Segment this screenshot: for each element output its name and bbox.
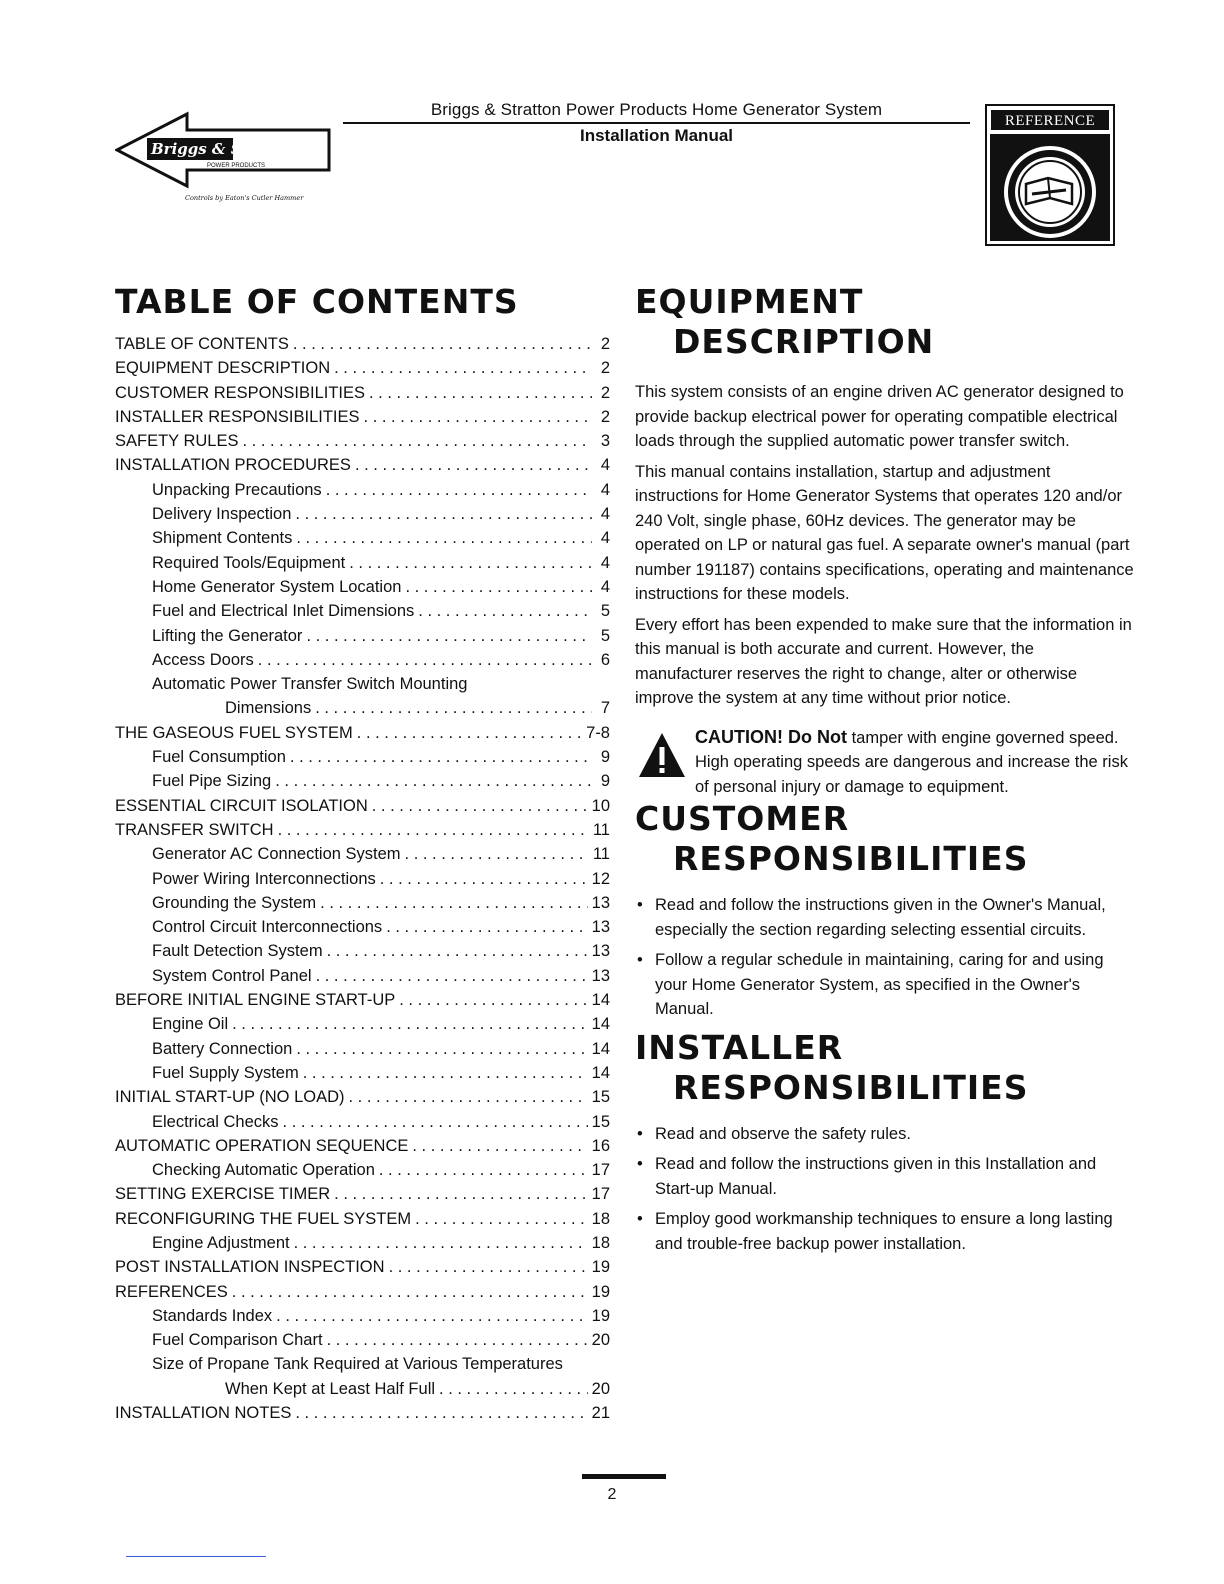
toc-entry (115, 915, 610, 939)
logo-brand-text: Briggs & Stratton (151, 140, 301, 158)
toc-leader-dots (380, 867, 588, 891)
toc-leader-dots (295, 502, 592, 526)
toc-entry-page: 2 (600, 407, 610, 426)
toc-entry-title: Generator AC Connection System (152, 845, 401, 864)
toc-entry (115, 332, 610, 356)
toc-entry (115, 1134, 610, 1158)
toc-entry-page: 14 (591, 991, 610, 1010)
toc-entry-title: Fuel Comparison Chart (152, 1331, 323, 1350)
toc-leader-dots (334, 1182, 587, 1206)
toc-leader-dots (364, 405, 592, 429)
toc-entry (115, 1280, 610, 1304)
toc-entry-page: 13 (591, 918, 610, 937)
toc-entry (115, 769, 610, 793)
toc-entry (115, 1255, 610, 1279)
toc-entry-page: 19 (591, 1282, 610, 1301)
toc-entry-title: INSTALLATION PROCEDURES (115, 456, 351, 475)
toc-leader-dots (242, 429, 592, 453)
toc-entry-title: RECONFIGURING THE FUEL SYSTEM (115, 1209, 412, 1228)
toc-entry (115, 891, 610, 915)
toc-entry-page: 15 (591, 1088, 610, 1107)
logo-sub-text: POWER PRODUCTS (207, 163, 266, 169)
toc-entry (115, 1085, 610, 1109)
toc-entry (115, 1061, 610, 1085)
list-item: • Employ good workmanship techniques to ensure a long lasting and trouble-free backup power installation. (635, 1207, 1135, 1256)
caution-text: tamper with engine governed speed. High operating speeds are dangerous and increase the risk of personal injury or damage to equipment. (695, 728, 1128, 796)
toc-leader-dots (349, 1085, 588, 1109)
customer-heading-line1: CUSTOMER (635, 799, 850, 838)
toc-leader-dots (405, 842, 589, 866)
toc-entry-title: Engine Oil (152, 1015, 229, 1034)
toc-list (115, 332, 610, 1425)
toc-entry-title: TABLE OF CONTENTS (115, 335, 289, 353)
equipment-paragraph: This system consists of an engine driven AC generator designed to provide backup electrical power for operating compatible electrical loads through the supplied automatic power transfer switch. (635, 383, 1124, 450)
equipment-heading-line1: EQUIPMENT (635, 282, 864, 321)
toc-entry-title: REFERENCES (115, 1282, 228, 1301)
equipment-heading (635, 282, 1135, 362)
page-number-bar (582, 1474, 666, 1479)
toc-entry-title: SAFETY RULES (115, 432, 239, 451)
toc-entry (115, 356, 610, 380)
toc-entry-page: 14 (591, 1063, 610, 1082)
toc-leader-dots (276, 1304, 587, 1328)
toc-entry-page: 14 (591, 1039, 610, 1058)
toc-entry-page: 13 (591, 942, 610, 961)
toc-entry-page: 2 (600, 359, 610, 378)
toc-entry-title: Fuel Consumption (152, 748, 286, 767)
list-item: • Follow a regular schedule in maintaining, caring for and using your Home Generator System, as specified in the Owner's Manual. (635, 948, 1135, 1022)
toc-entry-page: 20 (591, 1331, 610, 1350)
toc-entry-page: 19 (591, 1258, 610, 1277)
toc-entry-title: Control Circuit Interconnections (152, 918, 383, 937)
toc-entry-title: Access Doors (152, 650, 254, 669)
toc-entry-page: 5 (600, 602, 610, 621)
toc-entry-page: 17 (591, 1185, 610, 1204)
toc-entry (115, 624, 610, 648)
toc-entry (115, 1377, 610, 1401)
toc-entry-page: 18 (591, 1233, 610, 1252)
toc-leader-dots (379, 1158, 588, 1182)
toc-leader-dots (295, 1401, 587, 1425)
toc-entry-title: Standards Index (152, 1306, 273, 1325)
book-icon (1000, 144, 1100, 240)
toc-entry (115, 988, 610, 1012)
toc-leader-dots (372, 794, 588, 818)
toc-leader-dots (369, 381, 592, 405)
toc-entry-page: 9 (600, 772, 610, 791)
reference-badge (985, 104, 1115, 246)
toc-entry (115, 842, 610, 866)
toc-entry-title: Size of Propane Tank Required at Various Temperatures (152, 1355, 563, 1374)
toc-leader-dots (294, 1231, 588, 1255)
equipment-paragraph: This manual contains installation, startup and adjustment instructions for Home Generator Systems that operates 120 and/or 240 Volt, single phase, 60Hz devices. The generator may be operated on LP or natural gas fuel. A separate owner's manual (part number 191187) contains specifications, operating and maintenance instructions for these models. (635, 462, 1134, 603)
toc-entry-page: 4 (600, 456, 610, 475)
caution-notice (635, 725, 1135, 800)
toc-entry (115, 1328, 610, 1352)
equipment-heading-line2: DESCRIPTION (673, 322, 935, 361)
toc-leader-dots (415, 1207, 588, 1231)
toc-entry-page: 11 (592, 820, 610, 839)
toc-entry (115, 672, 610, 696)
toc-leader-dots (320, 891, 587, 915)
toc-leader-dots (275, 769, 592, 793)
toc-entry-page: 15 (591, 1112, 610, 1131)
toc-leader-dots (258, 648, 592, 672)
customer-heading (635, 799, 1135, 879)
toc-entry-page: 18 (591, 1209, 610, 1228)
toc-entry (115, 429, 610, 453)
toc-entry-page: 7-8 (586, 723, 610, 742)
toc-column (115, 282, 610, 1425)
warning-triangle-icon (637, 731, 687, 779)
toc-entry (115, 453, 610, 477)
toc-entry-page: 2 (600, 383, 610, 402)
list-item: • Read and observe the safety rules. (635, 1122, 1135, 1147)
toc-leader-dots (389, 1255, 588, 1279)
toc-entry-title: Fuel and Electrical Inlet Dimensions (152, 602, 415, 621)
logo-diamond-icon (115, 110, 345, 210)
toc-entry (115, 964, 610, 988)
toc-leader-dots (290, 745, 592, 769)
header-subtitle: Installation Manual (579, 126, 734, 145)
toc-entry (115, 794, 610, 818)
installer-bullet-list (635, 1122, 1135, 1257)
toc-entry-title: INITIAL START-UP (NO LOAD) (115, 1088, 345, 1107)
toc-entry-page: 12 (591, 869, 610, 888)
page-number: 2 (607, 1486, 617, 1503)
toc-entry (115, 551, 610, 575)
toc-entry (115, 1037, 610, 1061)
toc-leader-dots (232, 1012, 588, 1036)
toc-entry (115, 1158, 610, 1182)
toc-entry (115, 696, 610, 720)
toc-entry-page: 6 (600, 650, 610, 669)
toc-entry (115, 478, 610, 502)
toc-leader-dots (296, 526, 592, 550)
list-item: • Read and follow the instructions given in the Owner's Manual, especially the section regarding selecting essential circuits. (635, 893, 1135, 942)
toc-entry-title: POST INSTALLATION INSPECTION (115, 1258, 385, 1277)
bottom-rule (126, 1556, 266, 1557)
toc-leader-dots (296, 1037, 587, 1061)
toc-entry-page: 4 (600, 553, 610, 572)
toc-entry-title: EQUIPMENT DESCRIPTION (115, 359, 331, 378)
toc-entry (115, 575, 610, 599)
toc-leader-dots (418, 599, 592, 623)
header-rule (343, 122, 970, 124)
toc-entry (115, 381, 610, 405)
toc-entry (115, 502, 610, 526)
toc-entry-title: Dimensions (225, 699, 312, 718)
caution-label: CAUTION! Do Not (695, 726, 847, 747)
toc-entry (115, 648, 610, 672)
toc-leader-dots (334, 356, 592, 380)
toc-entry (115, 1231, 610, 1255)
toc-leader-dots (278, 818, 589, 842)
toc-entry-title: Delivery Inspection (152, 505, 292, 524)
toc-entry-title: Automatic Power Transfer Switch Mounting (152, 675, 468, 694)
toc-leader-dots (306, 624, 592, 648)
content-column (635, 282, 1135, 1262)
toc-entry (115, 526, 610, 550)
toc-leader-dots (349, 551, 592, 575)
toc-entry-title: Required Tools/Equipment (152, 553, 346, 572)
header-title: Briggs & Stratton Power Products Home Generator System (430, 100, 883, 119)
toc-entry (115, 1182, 610, 1206)
toc-entry-page: 2 (600, 335, 610, 353)
toc-leader-dots (315, 696, 592, 720)
toc-entry (115, 939, 610, 963)
toc-entry-page: 14 (591, 1015, 610, 1034)
toc-entry-page: 20 (591, 1379, 610, 1398)
toc-leader-dots (405, 575, 592, 599)
toc-entry-page: 13 (591, 893, 610, 912)
list-item: • Read and follow the instructions given in this Installation and Start-up Manual. (635, 1152, 1135, 1201)
toc-leader-dots (232, 1280, 588, 1304)
toc-entry-page: 5 (600, 626, 610, 645)
installer-heading (635, 1028, 1135, 1108)
toc-entry-page: 7 (600, 699, 610, 718)
briggs-stratton-logo (115, 110, 345, 210)
toc-entry-title: Fuel Pipe Sizing (152, 772, 272, 791)
toc-entry-page: 4 (600, 505, 610, 524)
toc-entry-title: Fuel Supply System (152, 1063, 299, 1082)
toc-entry-page: 4 (600, 529, 610, 548)
toc-entry-title: BEFORE INITIAL ENGINE START-UP (115, 991, 396, 1010)
toc-entry (115, 1401, 610, 1425)
installer-heading-line1: INSTALLER (635, 1027, 844, 1067)
toc-leader-dots (327, 1328, 588, 1352)
toc-leader-dots (355, 453, 592, 477)
toc-entry-page: 9 (600, 748, 610, 767)
toc-leader-dots (386, 915, 587, 939)
toc-entry (115, 1012, 610, 1036)
toc-leader-dots (316, 964, 588, 988)
toc-entry (115, 867, 610, 891)
customer-heading-line2: RESPONSIBILITIES (673, 839, 1029, 878)
toc-entry-title: Lifting the Generator (152, 626, 303, 645)
toc-leader-dots (412, 1134, 587, 1158)
toc-leader-dots (283, 1110, 588, 1134)
toc-entry-title: Engine Adjustment (152, 1233, 290, 1252)
toc-leader-dots (399, 988, 587, 1012)
equipment-paragraph: Every effort has been expended to make sure that the information in this manual is both accurate and current. However, the manufacturer reserves the right to change, alter or otherwise improve the system at any time without prior notice. (635, 615, 1132, 707)
toc-leader-dots (439, 1377, 588, 1401)
toc-entry-title: INSTALLER RESPONSIBILITIES (115, 407, 360, 426)
toc-entry-title: Shipment Contents (152, 529, 293, 548)
toc-entry (115, 1110, 610, 1134)
toc-entry-title: Grounding the System (152, 893, 317, 912)
toc-entry-title: Home Generator System Location (152, 577, 402, 596)
toc-heading: TABLE OF CONTENTS (115, 282, 519, 321)
toc-entry-page: 3 (600, 432, 610, 451)
toc-entry (115, 721, 610, 745)
toc-leader-dots (327, 939, 588, 963)
toc-entry (115, 1304, 610, 1328)
installer-heading-line2: RESPONSIBILITIES (673, 1067, 1029, 1107)
toc-entry (115, 1352, 610, 1376)
toc-entry (115, 818, 610, 842)
toc-entry-title: ESSENTIAL CIRCUIT ISOLATION (115, 796, 368, 815)
toc-entry-title: INSTALLATION NOTES (115, 1404, 292, 1423)
toc-entry-page: 21 (591, 1404, 610, 1423)
toc-entry-page: 4 (600, 577, 610, 596)
toc-entry-page: 10 (591, 796, 610, 815)
toc-leader-dots (303, 1061, 588, 1085)
toc-entry-title: SETTING EXERCISE TIMER (115, 1185, 331, 1204)
toc-entry-title: Power Wiring Interconnections (152, 869, 376, 888)
toc-entry (115, 405, 610, 429)
reference-icon-box (990, 134, 1110, 241)
toc-entry-title: THE GASEOUS FUEL SYSTEM (115, 723, 353, 742)
toc-entry-title: System Control Panel (152, 966, 312, 985)
toc-entry-title: Checking Automatic Operation (152, 1161, 375, 1180)
toc-entry-page: 16 (591, 1136, 610, 1155)
toc-entry-page: 17 (591, 1161, 610, 1180)
toc-leader-dots (357, 721, 582, 745)
toc-entry-page: 11 (592, 845, 610, 864)
toc-entry-title: Unpacking Precautions (152, 480, 322, 499)
toc-entry (115, 599, 610, 623)
toc-leader-dots (293, 332, 592, 356)
toc-entry-page: 19 (591, 1306, 610, 1325)
toc-entry-page: 13 (591, 966, 610, 985)
toc-entry-page: 4 (600, 480, 610, 499)
customer-bullet-list (635, 893, 1135, 1022)
toc-entry (115, 745, 610, 769)
toc-entry-title: When Kept at Least Half Full (225, 1379, 436, 1398)
toc-leader-dots (326, 478, 592, 502)
toc-entry-title: Fault Detection System (152, 942, 323, 961)
toc-entry-title: AUTOMATIC OPERATION SEQUENCE (115, 1136, 409, 1155)
toc-entry (115, 1207, 610, 1231)
reference-label: REFERENCE (990, 109, 1110, 131)
toc-entry-title: Electrical Checks (152, 1112, 279, 1131)
toc-entry-title: CUSTOMER RESPONSIBILITIES (115, 383, 365, 402)
toc-entry-title: Battery Connection (152, 1039, 293, 1058)
toc-entry-title: TRANSFER SWITCH (115, 820, 274, 839)
logo-controls-text: Controls by Eaton's Cutler Hammer (185, 194, 304, 202)
